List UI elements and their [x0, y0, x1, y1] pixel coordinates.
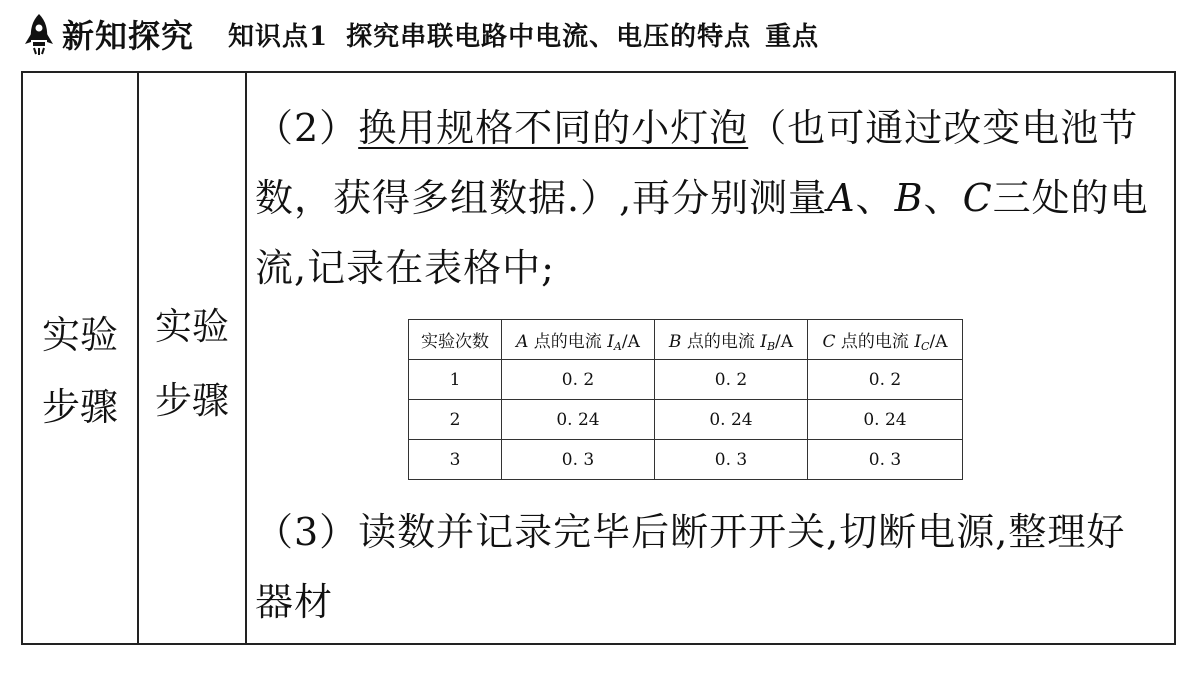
cell-c: 0. 24 — [808, 400, 963, 440]
header-c — [808, 320, 963, 360]
header-c-unit: /A — [929, 331, 948, 352]
header-a-subscript: A — [613, 339, 622, 353]
separator: 、 — [855, 176, 895, 220]
header-a-text: 点的电流 — [528, 331, 608, 352]
topic-label: 探究串联电路中电流、电压的特点 — [346, 21, 752, 52]
header-b-unit: /A — [775, 331, 794, 352]
cell-a: 0. 24 — [502, 400, 655, 440]
rocket-icon — [22, 12, 56, 56]
header-a-unit: /A — [621, 331, 640, 352]
header-count: 实验次数 — [409, 320, 502, 360]
cell-a: 0. 2 — [502, 360, 655, 400]
header-c-point: C — [822, 331, 836, 352]
point-a: A — [827, 176, 856, 220]
header-a-point: A — [516, 331, 529, 352]
cell-a: 0. 3 — [502, 440, 655, 480]
cell-b: 0. 24 — [655, 400, 808, 440]
header-b-symbol: I — [760, 331, 767, 352]
header-a — [502, 320, 655, 360]
header-c-symbol: I — [914, 331, 922, 352]
step2-text-a: （也可通过改变电池节数，获得多组数据.）,再分别测量 — [255, 106, 1139, 220]
inner-label-line1: 实验 — [155, 305, 229, 348]
header-b-text: 点的电流 — [681, 331, 761, 352]
outer-label-line1: 实验 — [41, 313, 118, 357]
table-row — [409, 360, 963, 400]
cell-b: 0. 3 — [655, 440, 808, 480]
header-subtitle — [228, 16, 819, 53]
knowledge-point-label: 知识点1 — [228, 21, 329, 52]
step3-paragraph: （3）读数并记录完毕后断开开关,切断电源,整理好器材 — [255, 510, 1126, 624]
content-frame — [21, 71, 1176, 645]
highlight-label: 重点 — [765, 21, 820, 52]
table-row — [409, 400, 963, 440]
header-b-point: B — [668, 331, 682, 352]
step2-text-b: 三处的电流,记录在表格中; — [255, 176, 1149, 290]
outer-label-column — [23, 73, 139, 643]
cell-c: 0. 3 — [808, 440, 963, 480]
cell-count: 1 — [409, 360, 502, 400]
header-c-text: 点的电流 — [835, 331, 915, 352]
point-b: B — [894, 176, 924, 220]
step2-paragraph — [255, 93, 1160, 303]
header-title: 新知探究 — [62, 17, 195, 55]
table-header-row — [409, 320, 963, 360]
table-row — [409, 440, 963, 480]
outer-label-line2: 步骤 — [41, 385, 118, 429]
inner-label-column — [139, 73, 247, 643]
header-b — [655, 320, 808, 360]
cell-b: 0. 2 — [655, 360, 808, 400]
header-a-symbol: I — [607, 331, 614, 352]
step2-number: （2） — [255, 106, 359, 150]
point-c: C — [962, 176, 993, 220]
step2-underlined: 换用规格不同的小灯泡 — [358, 106, 749, 150]
header-b-subscript: B — [766, 339, 776, 353]
separator: 、 — [923, 176, 963, 220]
cell-count: 2 — [409, 400, 502, 440]
current-data-table — [408, 319, 963, 480]
steps-content — [249, 73, 1174, 643]
cell-c: 0. 2 — [808, 360, 963, 400]
header-c-subscript: C — [921, 339, 930, 353]
section-header — [22, 8, 819, 60]
inner-label-line2: 步骤 — [155, 379, 229, 422]
cell-count: 3 — [409, 440, 502, 480]
